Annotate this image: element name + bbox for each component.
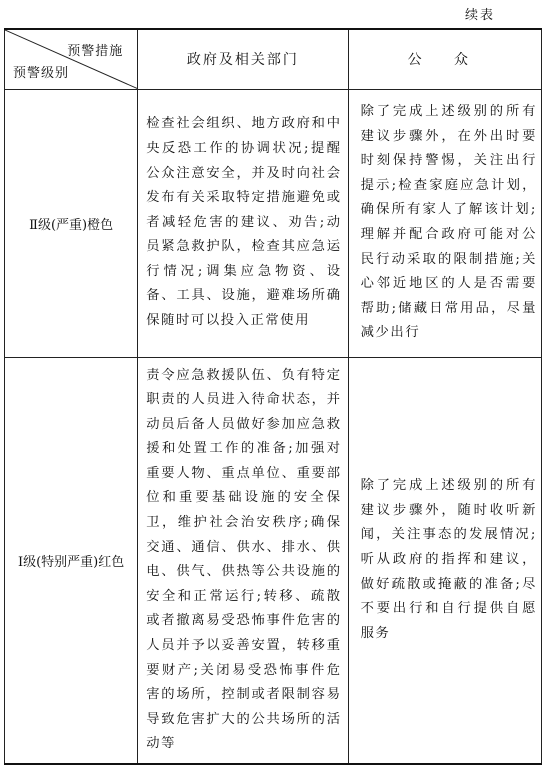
level-cell: Ⅱ级(严重)橙色 [5,89,138,357]
government-measures-cell: 检查社会组织、地方政府和中央反恐工作的协调状况;提醒公众注意安全，并及时向社会发布有关采取特定措施避免或者减轻危害的建议、劝告;动员紧急救护队，检查其应急运行情况;调集应急物资、设备、工具、设施，避难场所确保随时可以投入正常使用 [138,89,348,357]
government-measures-cell: 责令应急救援队伍、负有特定职责的人员进入待命状态，并动员后备人员做好参加应急救援和处置工作的准备;加强对重要人物、重点单位、重要部位和重要基础设施的安全保卫，维护社会治安秩序;确保交通、通信、供水、排水、供电、供气、供热等公共设施的安全和正常运行;转移、疏散或者撤离易受恐怖事件危害的人员并予以妥善安置，转移重要财产;关闭易受恐怖事件危害的场所，控制或者限制容易导致危害扩大的公共场所的活动等 [138,357,348,764]
continued-label: 续表 [464,8,495,23]
header-public: 公 众 [348,29,541,89]
warning-measures-table [4,28,542,765]
header-government: 政府及相关部门 [138,29,348,89]
header-level-label: 预警级别 [13,65,70,81]
diagonal-header-cell [5,29,138,89]
level-cell: Ⅰ级(特别严重)红色 [5,357,138,764]
table-row-level-1 [5,357,542,764]
public-measures-cell: 除了完成上述级别的所有建议步骤外，随时收听新闻，关注事态的发展情况;听从政府的指挥和建议，做好疏散或掩蔽的准备;尽不要出行和自行提供自愿服务 [348,357,541,764]
public-measures-cell: 除了完成上述级别的所有建议步骤外，在外出时要时刻保持警惕，关注出行提示;检查家庭应急计划，确保所有家人了解该计划;理解并配合政府可能对公民行动采取的限制措施;关心邻近地区的人是否需要帮助;储藏日常用品，尽量减少出行 [348,89,541,357]
table-header-row [5,29,542,89]
table-row-level-2 [5,89,542,357]
header-measures-label: 预警措施 [67,44,124,59]
